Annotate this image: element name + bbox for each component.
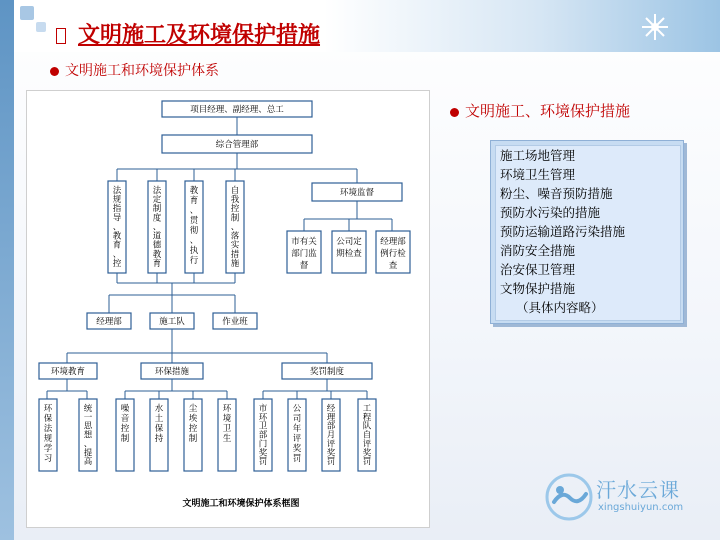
- node-dept-child-label: 定: [152, 195, 162, 206]
- node-mid-label: 施工队: [159, 317, 185, 327]
- node-reward-child-label: 部: [326, 421, 336, 432]
- node-edu-child-label: 一: [83, 412, 93, 423]
- node-dept-child-label: 育: [112, 240, 122, 251]
- node-edu-child-label: 保: [43, 414, 53, 424]
- node-env-child-label: 部门监: [291, 249, 317, 259]
- node-edu-child-label: 提: [83, 448, 93, 459]
- node-measure-child-label: 土: [154, 414, 164, 424]
- node-reward-child-label: 经: [326, 404, 336, 414]
- node-env-child-label: 经理部: [380, 237, 406, 247]
- decor-square: [20, 6, 34, 20]
- node-reward-child-label: 理: [326, 412, 336, 423]
- node-measure-child-label: 音: [120, 414, 130, 424]
- node-dept-label: 综合管理部: [215, 140, 259, 150]
- node-reward-child-label: 奖: [292, 444, 302, 454]
- node-reward-child-label: 自: [362, 430, 372, 441]
- node-reward-child-label: 罚: [292, 454, 302, 464]
- node-third-label: 环境教育: [50, 367, 86, 377]
- org-chart-frame: [26, 90, 430, 528]
- node-reward-child-label: 奖: [326, 448, 336, 459]
- node-dept-child-label: 自: [230, 186, 240, 196]
- water-drop-icon: [544, 472, 594, 522]
- measure-item: 预防运输道路污染措施: [500, 224, 626, 239]
- node-dept-child-label: 彻: [189, 226, 199, 236]
- measure-note: （具体内容略）: [516, 300, 604, 315]
- node-dept-child-label: 执: [189, 246, 199, 256]
- measures-panel: [490, 140, 684, 324]
- node-dept-child-label: 指: [112, 204, 122, 215]
- node-reward-child-label: 月: [326, 430, 336, 441]
- node-measure-child-label: 控: [120, 424, 130, 434]
- node-dept-child-label: 规: [112, 195, 122, 206]
- measure-item: 消防安全措施: [500, 243, 576, 258]
- measure-item: 文物保护措施: [500, 281, 576, 296]
- node-env-child-label: 市有关: [291, 237, 317, 247]
- node-dept-child-label: 贯: [189, 216, 199, 226]
- node-reward-child-label: 卫: [258, 421, 268, 432]
- node-top-label: 项目经理、副经理、总工: [190, 105, 284, 115]
- node-dept-child-label: 行: [189, 256, 199, 266]
- node-reward-child-label: 奖: [362, 448, 372, 459]
- measure-item: 施工场地管理: [500, 148, 576, 163]
- node-mid-label: 作业班: [222, 317, 248, 327]
- node-dept-child-label: 教: [112, 231, 122, 242]
- node-dept-child-label: 、: [152, 222, 162, 233]
- title-bullet-icon: [56, 28, 66, 44]
- node-reward-child-label: 市: [258, 404, 268, 414]
- node-edu-child-label: 统: [83, 404, 93, 414]
- node-reward-child-label: 罚: [362, 457, 372, 468]
- node-third-label: 奖罚制度: [309, 367, 345, 377]
- node-dept-child-label: 育: [152, 258, 162, 269]
- node-measure-child-label: 持: [154, 434, 164, 444]
- node-env-child-label: 期检查: [336, 249, 362, 259]
- node-reward-child-label: 评: [326, 439, 336, 450]
- sparkle-icon: [640, 12, 670, 42]
- node-dept-child-label: 实: [230, 240, 240, 251]
- node-env-supervision-label: 环境监督: [339, 188, 375, 198]
- node-measure-child-label: 保: [154, 424, 164, 434]
- node-reward-child-label: 罚: [258, 457, 268, 468]
- node-dept-child-label: 措: [230, 249, 240, 260]
- node-dept-child-label: 我: [230, 195, 240, 206]
- node-reward-child-label: 程: [362, 412, 372, 423]
- node-measure-child-label: 控: [188, 424, 198, 434]
- node-reward-child-label: 评: [362, 439, 372, 450]
- node-measure-child-label: 生: [222, 434, 232, 444]
- node-env-child-label: 督: [299, 261, 309, 271]
- node-dept-child-label: 施: [230, 258, 240, 269]
- node-measure-child-label: 埃: [188, 414, 198, 424]
- node-reward-child-label: 队: [362, 421, 372, 432]
- node-edu-child-label: 规: [43, 434, 53, 444]
- measures-heading: 文明施工、环境保护措施: [450, 100, 630, 121]
- node-edu-child-label: 法: [43, 424, 53, 434]
- node-dept-child-label: 法: [152, 186, 162, 196]
- node-measure-child-label: 噪: [120, 404, 130, 414]
- org-chart: [27, 91, 429, 527]
- node-dept-child-label: 育: [189, 196, 199, 206]
- node-edu-child-label: 、: [83, 439, 93, 450]
- subtitle: 文明施工和环境保护体系: [50, 60, 219, 80]
- node-measure-child-label: 制: [188, 434, 198, 444]
- node-reward-child-label: 部: [258, 430, 268, 441]
- node-dept-child-label: 、: [230, 222, 240, 233]
- node-dept-child-label: 教: [189, 186, 199, 196]
- node-dept-child-label: 法: [112, 186, 122, 196]
- node-reward-child-label: 奖: [258, 448, 268, 459]
- node-measure-child-label: 尘: [188, 404, 198, 414]
- bullet-icon: [450, 108, 459, 117]
- node-measure-child-label: 制: [120, 434, 130, 444]
- node-dept-child-label: 、: [112, 249, 122, 260]
- node-dept-child-label: 教: [152, 249, 162, 260]
- node-reward-child-label: 门: [258, 439, 268, 450]
- node-edu-child-label: 习: [43, 454, 53, 464]
- left-accent-bar: [0, 0, 14, 540]
- node-measure-child-label: 环: [222, 404, 232, 414]
- node-edu-child-label: 环: [43, 404, 53, 414]
- slide-title: 文明施工及环境保护措施: [56, 18, 320, 49]
- node-dept-child-label: 制: [152, 204, 162, 215]
- measure-item: 预防水污染的措施: [500, 205, 601, 220]
- node-mid-label: 经理部: [96, 317, 122, 327]
- node-dept-child-label: 、: [189, 206, 199, 216]
- node-reward-child-label: 评: [292, 434, 302, 444]
- decor-square: [36, 22, 46, 32]
- node-reward-child-label: 罚: [326, 457, 336, 468]
- measure-item: 环境卫生管理: [500, 167, 576, 182]
- measures-list: [495, 145, 681, 321]
- node-env-child-label: 例行检: [380, 249, 406, 259]
- node-reward-child-label: 环: [258, 412, 268, 423]
- measure-item: 治安保卫管理: [500, 262, 576, 277]
- node-measure-child-label: 卫: [222, 424, 232, 434]
- brand-logo: [544, 472, 714, 532]
- node-reward-child-label: 年: [292, 424, 302, 434]
- node-dept-child-label: 制: [230, 213, 240, 224]
- node-dept-child-label: 道: [152, 231, 162, 242]
- node-dept-child-label: 落: [230, 231, 240, 242]
- node-dept-child-label: 控: [230, 204, 240, 215]
- node-measure-child-label: 境: [222, 414, 232, 424]
- node-third-label: 环保措施: [154, 367, 190, 377]
- node-reward-child-label: 司: [292, 414, 302, 424]
- node-dept-child-label: 德: [152, 240, 162, 251]
- node-env-child-label: 公司定: [336, 237, 362, 247]
- logo-name: 汗水云课: [596, 478, 680, 502]
- node-edu-child-label: 高: [83, 457, 93, 468]
- node-edu-child-label: 学: [43, 444, 53, 454]
- node-dept-child-label: 、: [189, 236, 199, 246]
- node-dept-child-label: 控: [112, 258, 122, 269]
- node-reward-child-label: 公: [292, 404, 302, 414]
- bullet-icon: [50, 67, 59, 76]
- logo-url: xingshuiyun.com: [598, 502, 684, 513]
- node-reward-child-label: 工: [362, 404, 372, 414]
- node-measure-child-label: 水: [154, 404, 164, 414]
- node-dept-child-label: 度: [152, 213, 162, 224]
- node-dept-child-label: 导: [112, 213, 122, 224]
- node-edu-child-label: 思: [83, 421, 93, 432]
- node-edu-child-label: 想: [83, 430, 93, 441]
- node-env-child-label: 查: [388, 261, 398, 271]
- node-dept-child-label: 、: [112, 222, 122, 233]
- measure-item: 粉尘、噪音预防措施: [500, 186, 613, 201]
- chart-caption: 文明施工和环境保护体系框图: [182, 499, 300, 509]
